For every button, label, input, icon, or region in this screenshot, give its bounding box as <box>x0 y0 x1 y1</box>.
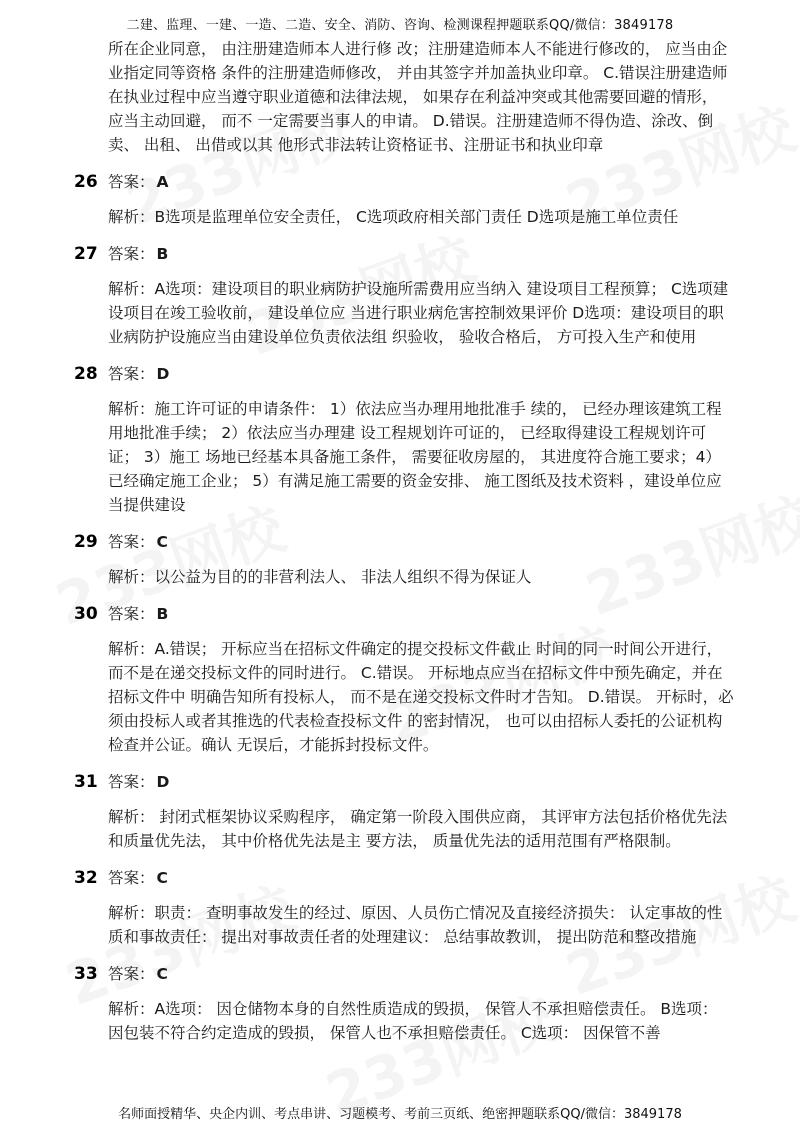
answer-line <box>108 962 168 984</box>
answer-value: C <box>156 965 168 983</box>
question-number: 29 <box>74 532 98 552</box>
intro-paragraph: 所在企业同意， 由注册建造师本人进行修 改；注册建造师本人不能进行修改的， 应当由企业指定同等资格 条件的注册建造师修改， 并由其签字并加盖执业印章。 C.错误注册建造师在执业过程中应当遵守职业道德和法律法规， 如果存在利益冲突或其他需要回避的情形， 应当主动回避， 而不 一定需要当事人的申请。 D.错误。注册建造师不得伪造、涂改、倒卖、 出租、 出借或以其 他形式非法转让资格证书、注册证书和执业印章 <box>108 40 728 154</box>
question-number: 33 <box>74 964 98 984</box>
page-content <box>74 37 734 1045</box>
explanation: 解析：以公益为目的的非营利法人、 非法人组织不得为保证人 <box>108 568 532 586</box>
answer-row <box>74 530 734 556</box>
answer-list <box>74 170 734 1045</box>
answer-item <box>74 530 734 589</box>
answer-value: D <box>156 773 170 791</box>
answer-label: 答案： <box>108 365 155 383</box>
answer-item <box>74 362 734 517</box>
explanation: 解析：职责： 查明事故发生的经过、原因、人员伤亡情况及直接经济损失： 认定事故的性质和事故责任： 提出对事故责任者的处理建议： 总结事故教训， 提出防范和整改措施 <box>108 904 723 946</box>
page-header: 二建、监理、一建、一造、二造、安全、消防、咨询、检测课程押题联系QQ/微信：3849178 <box>126 18 674 33</box>
question-number: 30 <box>74 604 98 624</box>
answer-value: D <box>156 365 170 383</box>
page-footer: 名师面授精华、央企内训、考点串讲、习题模考、考前三页纸、绝密押题联系QQ/微信：3849178 <box>118 1107 682 1122</box>
answer-row <box>74 602 734 628</box>
answer-line <box>108 242 168 264</box>
answer-item <box>74 770 734 853</box>
answer-value: C <box>156 869 168 887</box>
answer-value: B <box>156 245 169 263</box>
answer-line <box>108 866 168 888</box>
answer-line <box>108 170 169 192</box>
question-number: 31 <box>74 772 98 792</box>
answer-line <box>108 602 168 624</box>
answer-label: 答案： <box>108 965 155 983</box>
answer-label: 答案： <box>108 869 155 887</box>
answer-row <box>74 362 734 388</box>
explanation: 解析：B选项是监理单位安全责任， C选项政府相关部门责任 D选项是施工单位责任 <box>108 208 679 226</box>
explanation: 解析：A选项： 因仓储物本身的自然性质造成的毁损， 保管人不承担赔偿责任。 B选项： 因包装不符合约定造成的毁损， 保管人也不承担赔偿责任。 C选项： 因保管不善 <box>108 1000 718 1042</box>
answer-label: 答案： <box>108 173 155 191</box>
answer-label: 答案： <box>108 245 155 263</box>
answer-label: 答案： <box>108 605 155 623</box>
question-number: 26 <box>74 172 98 192</box>
answer-line <box>108 362 169 384</box>
answer-item <box>74 242 734 349</box>
explanation: 解析： 封闭式框架协议采购程序， 确定第一阶段入围供应商， 其评审方法包括价格优先法和质量优先法， 其中价格优先法是主 要方法， 质量优先法的适用范围有严格限制。 <box>108 808 728 850</box>
answer-label: 答案： <box>108 773 155 791</box>
answer-row <box>74 866 734 892</box>
answer-value: B <box>156 605 169 623</box>
answer-line <box>108 530 168 552</box>
answer-item <box>74 962 734 1045</box>
answer-item <box>74 866 734 949</box>
answer-item <box>74 170 734 229</box>
explanation: 解析：施工许可证的申请条件： 1）依法应当办理用地批准手 续的， 已经办理该建筑工程用地批准手续； 2）依法应当办理建 设工程规划许可证的， 已经取得建设工程规划许可证； 3）施工 场地已经基本具备施工条件， 需要征收房屋的， 其进度符合施工要求；4） 已经确定施工企业； 5）有满足施工需要的资金安排、 施工图纸及技术资料 ，建设单位应当提供建设 <box>108 400 722 514</box>
explanation: 解析：A选项：建设项目的职业病防护设施所需费用应当纳入 建设项目工程预算； C选项建设项目在竣工验收前， 建设单位应 当进行职业病危害控制效果评价 D选项：建设项目的职业病防护设施应当由建设单位负责依法组 织验收， 验收合格后， 方可投入生产和使用 <box>108 280 729 346</box>
answer-line <box>108 770 169 792</box>
answer-value: C <box>156 533 168 551</box>
answer-item <box>74 602 734 757</box>
question-number: 27 <box>74 244 98 264</box>
answer-row <box>74 170 734 196</box>
explanation: 解析：A.错误； 开标应当在招标文件确定的提交投标文件截止 时间的同一时间公开进行， 而不是在递交投标文件的同时进行。 C.错误。 开标地点应当在招标文件中预先确定，并在招标文件中 明确告知所有投标人， 而不是在递交投标文件时才告知。 D.错误。 开标时，必须由投标人或者其推选的代表检查投标文件 的密封情况， 也可以由招标人委托的公证机构检查并公证。确认 无误后，才能拆封投标文件。 <box>108 640 734 754</box>
question-number: 32 <box>74 868 98 888</box>
answer-row <box>74 242 734 268</box>
answer-label: 答案： <box>108 533 155 551</box>
answer-row <box>74 770 734 796</box>
question-number: 28 <box>74 364 98 384</box>
answer-row <box>74 962 734 988</box>
answer-value: A <box>156 173 169 191</box>
